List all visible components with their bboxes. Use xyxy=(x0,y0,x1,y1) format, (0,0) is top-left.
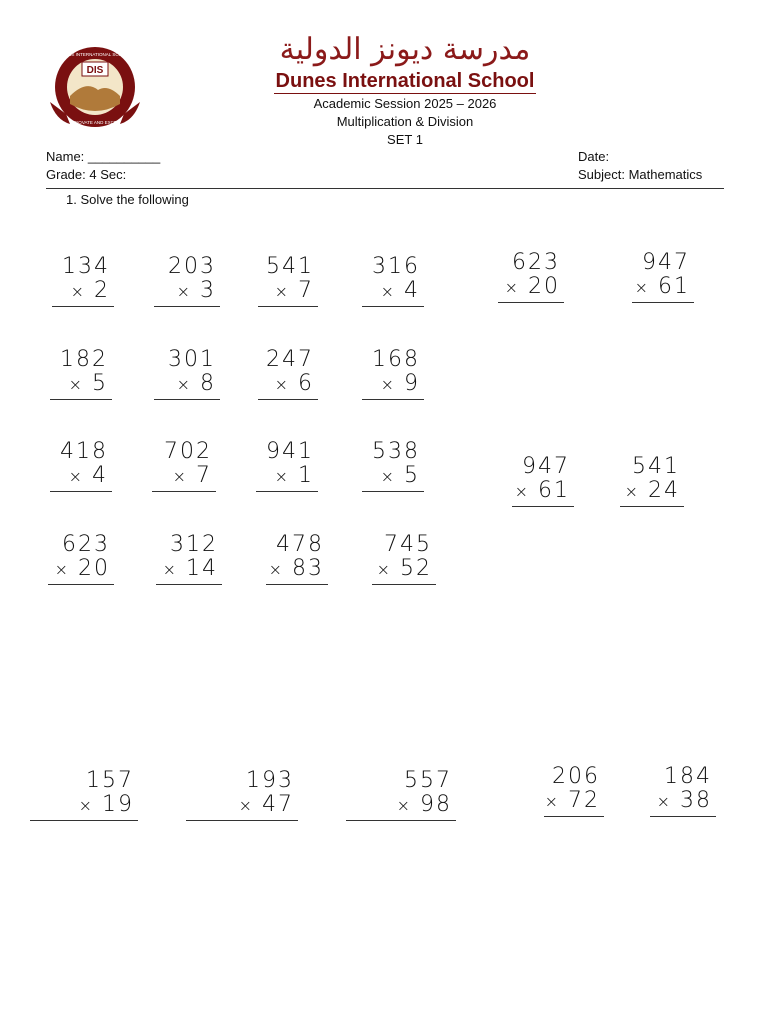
multiplier-row xyxy=(625,478,680,503)
multiplier-row xyxy=(515,478,570,503)
subject-label: Subject: Mathematics xyxy=(578,167,703,182)
multiplication-problem[interactable] xyxy=(154,254,220,312)
multiplicand: 193 xyxy=(246,768,294,793)
answer-line xyxy=(362,306,424,307)
answer-line xyxy=(186,820,298,821)
multiplication-problem[interactable] xyxy=(512,454,574,512)
multiplication-problem[interactable] xyxy=(256,439,318,497)
multiplier-row xyxy=(657,788,712,813)
worksheet-topic: Multiplication & Division xyxy=(336,114,474,129)
multiplicand: 941 xyxy=(266,439,314,464)
answer-line xyxy=(152,491,216,492)
multiplier-row xyxy=(377,556,432,581)
multiplication-problem[interactable] xyxy=(50,439,112,497)
academic-session: Academic Session 2025 – 2026 xyxy=(313,96,497,111)
multiplicand: 157 xyxy=(86,768,134,793)
multiplier: 61 xyxy=(658,274,690,299)
multiplier: 7 xyxy=(196,463,212,488)
answer-line xyxy=(258,306,318,307)
multiplicand: 947 xyxy=(642,250,690,275)
school-logo xyxy=(46,44,144,130)
multiplier: 14 xyxy=(186,556,218,581)
multiplier: 5 xyxy=(404,463,420,488)
answer-line xyxy=(258,399,318,400)
times-icon: × xyxy=(68,375,84,394)
multiplicand: 184 xyxy=(664,764,712,789)
multiplier-row xyxy=(69,371,108,396)
multiplier: 19 xyxy=(102,792,134,817)
multiplicand: 623 xyxy=(62,532,110,557)
multiplier: 20 xyxy=(528,274,560,299)
multiplier: 20 xyxy=(78,556,110,581)
date-field[interactable]: Date: xyxy=(578,149,610,164)
arabic-school-name: مدرسة ديونز الدولية xyxy=(279,32,531,67)
times-icon: × xyxy=(380,375,396,394)
multiplier: 98 xyxy=(420,792,452,817)
multiplier-row xyxy=(71,278,110,303)
multiplicand: 312 xyxy=(170,532,218,557)
multiplicand: 247 xyxy=(266,347,314,372)
multiplicand: 947 xyxy=(522,454,570,479)
answer-line xyxy=(30,820,138,821)
school-name: Dunes International School xyxy=(275,70,535,92)
times-icon: × xyxy=(380,282,396,301)
multiplication-problem[interactable] xyxy=(154,347,220,405)
times-icon: × xyxy=(274,375,290,394)
multiplication-problem[interactable] xyxy=(156,532,222,590)
multiplicand: 182 xyxy=(60,347,108,372)
multiplier: 2 xyxy=(94,278,110,303)
question-instruction: 1. Solve the following xyxy=(66,192,189,207)
times-icon: × xyxy=(70,282,86,301)
multiplier: 24 xyxy=(648,478,680,503)
multiplicand: 557 xyxy=(404,768,452,793)
multiplicand: 168 xyxy=(372,347,420,372)
multiplication-problem[interactable] xyxy=(266,532,328,590)
multiplication-problem[interactable] xyxy=(52,254,114,312)
multiplicand: 745 xyxy=(384,532,432,557)
multiplier: 83 xyxy=(292,556,324,581)
times-icon: × xyxy=(380,467,396,486)
multiplication-problem[interactable] xyxy=(258,347,318,405)
times-icon: × xyxy=(396,796,412,815)
multiplication-problem[interactable] xyxy=(632,250,694,308)
times-icon: × xyxy=(238,796,254,815)
answer-line xyxy=(650,816,716,817)
times-icon: × xyxy=(544,792,560,811)
multiplicand: 538 xyxy=(372,439,420,464)
multiplier: 1 xyxy=(298,463,314,488)
times-icon: × xyxy=(268,560,284,579)
multiplier-row xyxy=(275,371,314,396)
multiplication-problem[interactable] xyxy=(498,250,564,308)
name-field[interactable]: Name: __________ xyxy=(46,149,161,164)
multiplication-problem[interactable] xyxy=(362,347,424,405)
multiplier: 61 xyxy=(538,478,570,503)
multiplication-problem[interactable] xyxy=(650,764,716,822)
answer-line xyxy=(362,399,424,400)
multiplication-problem[interactable] xyxy=(346,768,456,826)
logo-ring-bottom: INNOVATE AND EXCEL xyxy=(70,120,120,125)
multiplicand: 541 xyxy=(632,454,680,479)
multiplier-row xyxy=(173,463,212,488)
answer-line xyxy=(48,584,114,585)
multiplier-row xyxy=(381,278,420,303)
answer-line xyxy=(50,491,112,492)
multiplicand: 478 xyxy=(276,532,324,557)
multiplier-row xyxy=(275,463,314,488)
multiplier-row xyxy=(69,463,108,488)
multiplier: 9 xyxy=(404,371,420,396)
times-icon: × xyxy=(514,482,530,501)
multiplication-problem[interactable] xyxy=(258,254,318,312)
times-icon: × xyxy=(376,560,392,579)
multiplier-row xyxy=(177,371,216,396)
answer-line xyxy=(50,399,112,400)
multiplication-problem[interactable] xyxy=(372,532,436,590)
answer-line xyxy=(52,306,114,307)
answer-line xyxy=(154,399,220,400)
multiplier-row xyxy=(177,278,216,303)
multiplier-row xyxy=(545,788,600,813)
multiplicand: 206 xyxy=(552,764,600,789)
logo-initials: DIS xyxy=(86,65,104,76)
multiplication-problem[interactable] xyxy=(620,454,684,512)
answer-line xyxy=(372,584,436,585)
worksheet-set: SET 1 xyxy=(387,132,423,147)
multiplicand: 541 xyxy=(266,254,314,279)
multiplier-row xyxy=(269,556,324,581)
multiplier-row xyxy=(397,792,452,817)
times-icon: × xyxy=(172,467,188,486)
times-icon: × xyxy=(54,560,70,579)
multiplier: 8 xyxy=(200,371,216,396)
multiplier: 4 xyxy=(404,278,420,303)
multiplier: 5 xyxy=(92,371,108,396)
multiplier-row xyxy=(55,556,110,581)
answer-line xyxy=(512,506,574,507)
multiplier-row xyxy=(635,274,690,299)
times-icon: × xyxy=(656,792,672,811)
multiplier-row xyxy=(381,463,420,488)
times-icon: × xyxy=(162,560,178,579)
multiplicand: 623 xyxy=(512,250,560,275)
answer-line xyxy=(266,584,328,585)
header-divider xyxy=(46,188,724,189)
times-icon: × xyxy=(78,796,94,815)
multiplication-problem[interactable] xyxy=(362,254,424,312)
multiplier: 3 xyxy=(200,278,216,303)
multiplier-row xyxy=(275,278,314,303)
multiplicand: 203 xyxy=(168,254,216,279)
logo-ring-top: DUNES INTERNATIONAL SCHOOL xyxy=(58,52,132,57)
times-icon: × xyxy=(504,278,520,297)
multiplicand: 418 xyxy=(60,439,108,464)
multiplier-row xyxy=(505,274,560,299)
answer-line xyxy=(154,306,220,307)
multiplier: 4 xyxy=(92,463,108,488)
multiplier-row xyxy=(381,371,420,396)
multiplier-row xyxy=(163,556,218,581)
times-icon: × xyxy=(176,282,192,301)
multiplication-problem[interactable] xyxy=(30,768,138,826)
answer-line xyxy=(362,491,424,492)
answer-line xyxy=(346,820,456,821)
multiplicand: 301 xyxy=(168,347,216,372)
answer-line xyxy=(632,302,694,303)
multiplicand: 316 xyxy=(372,254,420,279)
multiplier: 7 xyxy=(298,278,314,303)
times-icon: × xyxy=(624,482,640,501)
times-icon: × xyxy=(274,467,290,486)
answer-line xyxy=(256,491,318,492)
multiplication-problem[interactable] xyxy=(152,439,216,497)
multiplier-row xyxy=(79,792,134,817)
multiplicand: 134 xyxy=(62,254,110,279)
multiplication-problem[interactable] xyxy=(544,764,604,822)
multiplier: 47 xyxy=(262,792,294,817)
multiplier-row xyxy=(239,792,294,817)
grade-field[interactable]: Grade: 4 Sec: xyxy=(46,167,127,182)
answer-line xyxy=(620,506,684,507)
times-icon: × xyxy=(274,282,290,301)
multiplication-problem[interactable] xyxy=(50,347,112,405)
times-icon: × xyxy=(176,375,192,394)
times-icon: × xyxy=(68,467,84,486)
multiplicand: 702 xyxy=(164,439,212,464)
multiplication-problem[interactable] xyxy=(186,768,298,826)
times-icon: × xyxy=(634,278,650,297)
answer-line xyxy=(156,584,222,585)
multiplier: 38 xyxy=(680,788,712,813)
answer-line xyxy=(544,816,604,817)
multiplier: 6 xyxy=(298,371,314,396)
multiplication-problem[interactable] xyxy=(48,532,114,590)
answer-line xyxy=(498,302,564,303)
multiplier: 52 xyxy=(400,556,432,581)
multiplication-problem[interactable] xyxy=(362,439,424,497)
multiplier: 72 xyxy=(568,788,600,813)
